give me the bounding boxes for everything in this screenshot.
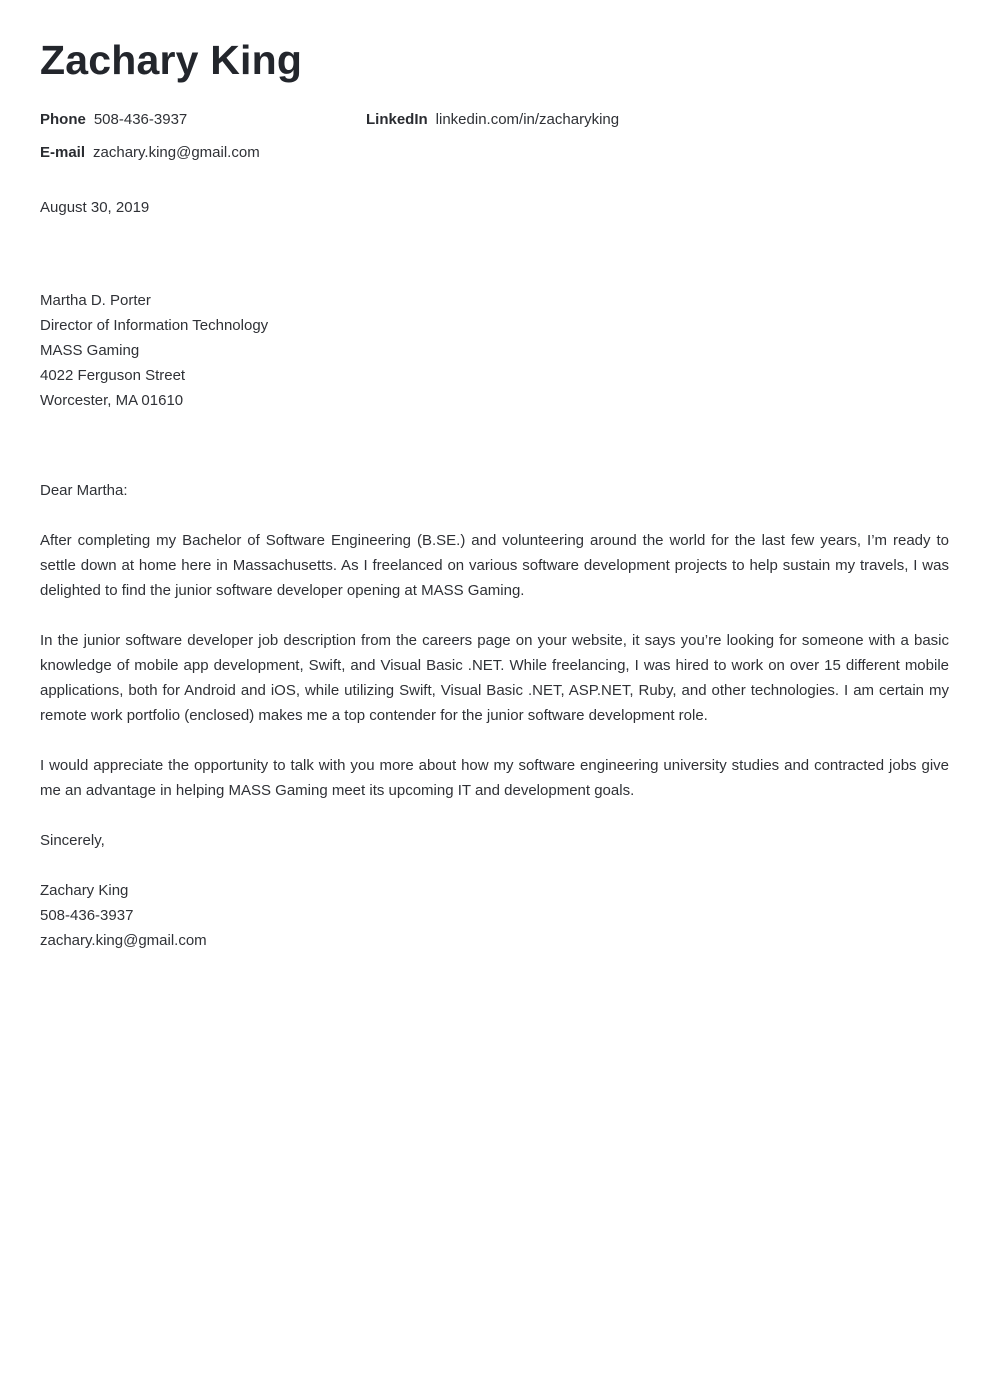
letter-body — [40, 478, 949, 953]
letter-date: August 30, 2019 — [40, 199, 150, 216]
recipient-street: 4022 Ferguson Street — [40, 367, 186, 384]
signature-email: zachary.king@gmail.com — [40, 932, 207, 949]
phone-contact — [40, 110, 187, 130]
closing: Sincerely, — [40, 832, 105, 849]
signature-name: Zachary King — [40, 882, 129, 899]
recipient-address — [40, 288, 268, 413]
linkedin-contact — [366, 110, 619, 130]
salutation: Dear Martha: — [40, 482, 128, 499]
linkedin-label: LinkedIn — [366, 111, 428, 128]
recipient-city: Worcester, MA 01610 — [40, 392, 184, 409]
recipient-title: Director of Information Technology — [40, 317, 269, 334]
phone-label: Phone — [40, 111, 86, 128]
email-value: zachary.king@gmail.com — [93, 144, 260, 161]
email-label: E-mail — [40, 144, 86, 161]
paragraph-intro: After completing my Bachelor of Software Engineering (B.SE.) and volunteering around the world for the last few years, I’m ready to settle down at home here in Massachusetts. As I freelanced on various software development projects to help sustain my travels, I was delighted to find the junior software developer opening at MASS Gaming. — [40, 532, 949, 599]
phone-value: 508-436-3937 — [93, 111, 188, 128]
applicant-name: Zachary King — [40, 37, 303, 83]
recipient-company: MASS Gaming — [40, 342, 140, 359]
paragraph-closing: I would appreciate the opportunity to talk with you more about how my software engineering university studies and contracted jobs give me an advantage in helping MASS Gaming meet its upcoming IT and development goals. — [40, 757, 949, 799]
email-contact — [40, 143, 260, 163]
linkedin-value: linkedin.com/in/zacharyking — [435, 111, 620, 128]
recipient-name: Martha D. Porter — [40, 292, 151, 309]
signature-phone: 508-436-3937 — [40, 907, 134, 924]
paragraph-qualifications: In the junior software developer job description from the careers page on your website, it says you’re looking for someone with a basic knowledge of mobile app development, Swift, and Visual Basic .NET. While freelancing, I was hired to work on over 15 different mobile applications, both for Android and iOS, while utilizing Swift, Visual Basic .NET, ASP.NET, Ruby, and other technologies. I am certain my remote work portfolio (enclosed) makes me a top contender for the junior software development role. — [40, 632, 949, 724]
signature-block — [40, 878, 949, 953]
